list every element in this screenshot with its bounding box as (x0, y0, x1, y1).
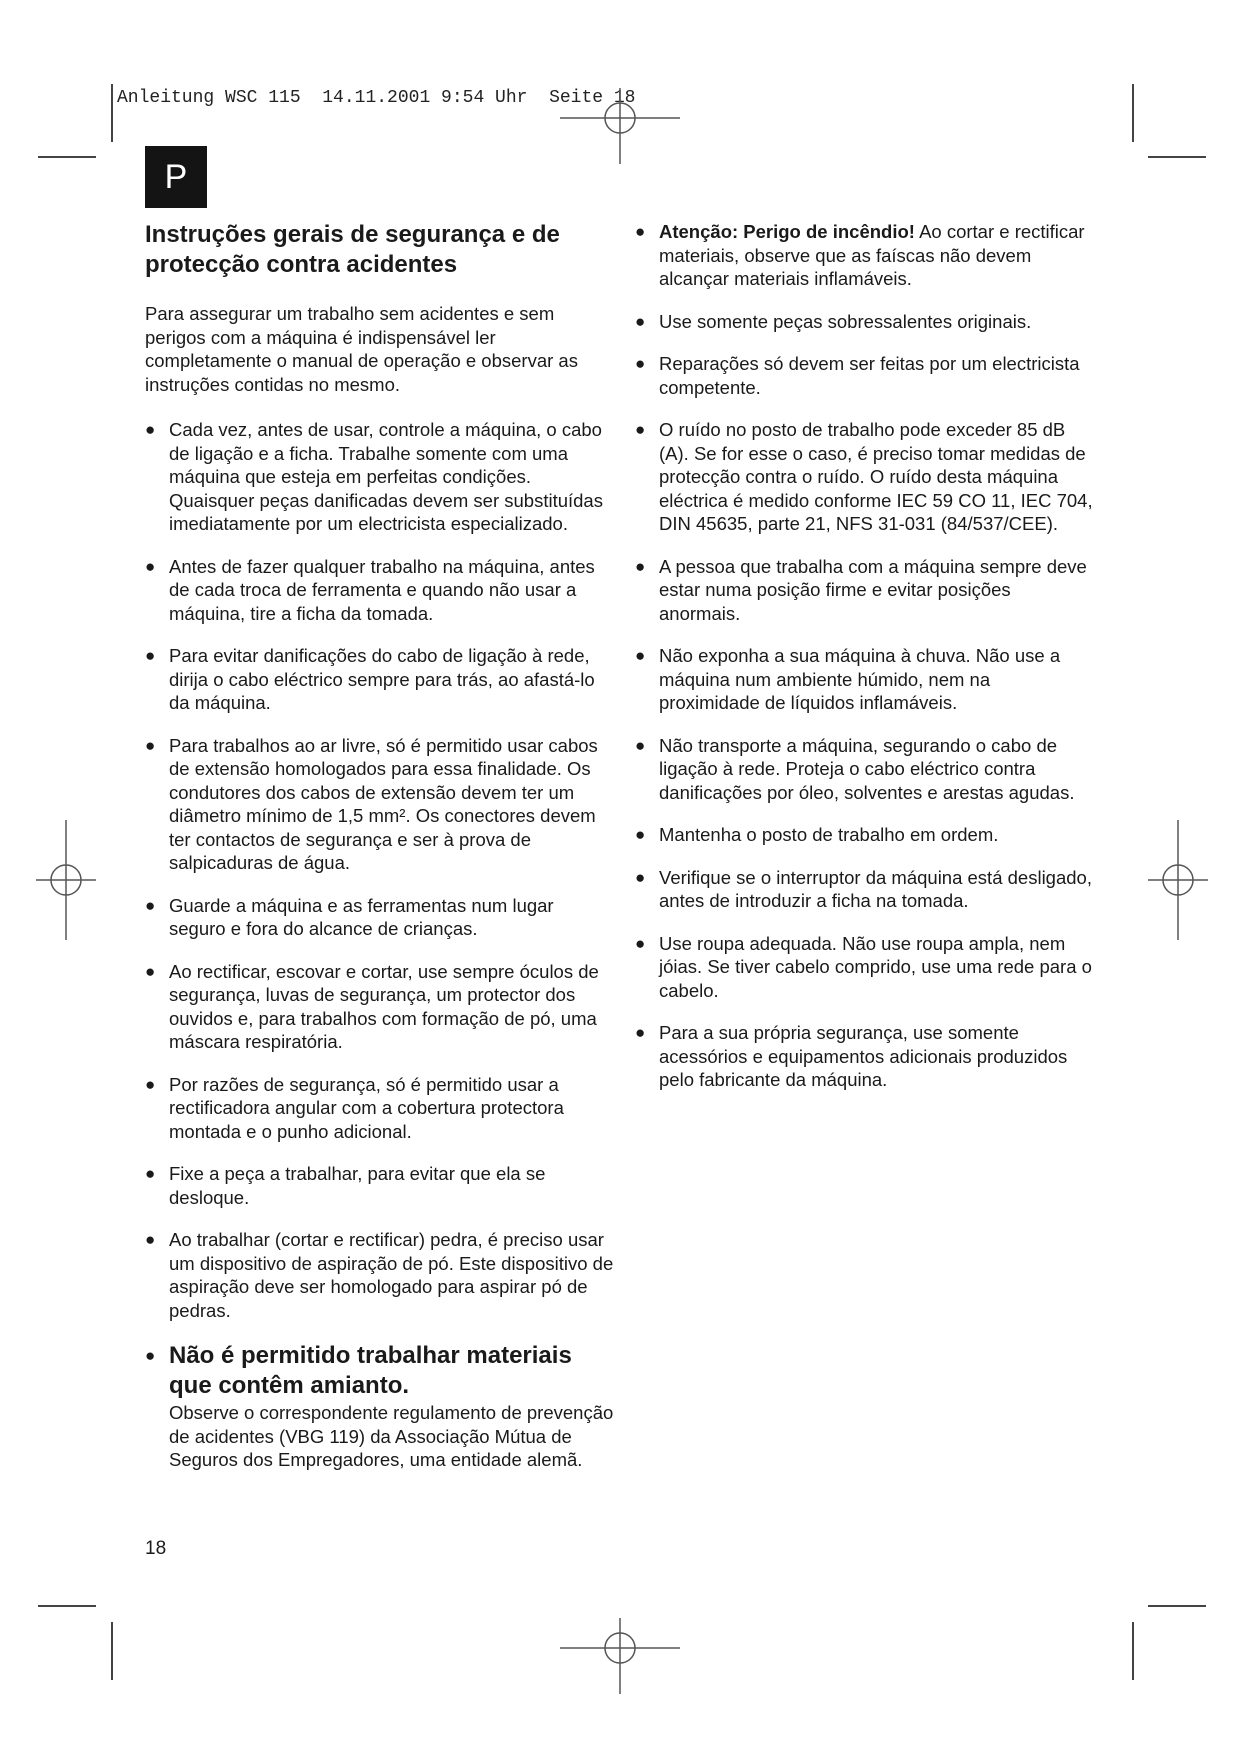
list-item (635, 644, 1095, 715)
registration-mark-icon (36, 820, 96, 940)
list-item-text: Para a sua própria segurança, use somente acessórios e equipamentos adicionais produzidos pelo fabricante da máquina. (659, 1022, 1068, 1090)
asbestos-text: Observe o correspondente regulamento de prevenção de acidentes (VBG 119) da Associação Mútua de Seguros dos Empregadores, uma entidade alemã. (169, 1402, 614, 1470)
bullet-icon: ● (145, 1074, 156, 1094)
right-column (635, 220, 1095, 1111)
list-item-text: Para trabalhos ao ar livre, só é permitido usar cabos de extensão homologados para essa finalidade. Os condutores dos cabos de extensão devem ter um diâmetro mínimo de 1,5 mm². Os conectores devem ter contactos de segurança e ser à prova de salpicaduras de água. (169, 734, 598, 873)
crop-mark (111, 84, 113, 142)
bullet-icon: ● (145, 1346, 156, 1365)
asbestos-heading: Não é permitido trabalhar materiais que contêm amianto. (169, 1342, 572, 1399)
bullet-icon: ● (145, 1164, 156, 1183)
list-item (145, 1162, 615, 1209)
bullet-icon: ● (145, 420, 156, 439)
registration-mark-icon (1148, 820, 1208, 940)
list-item-text: Não transporte a máquina, segurando o cabo de ligação à rede. Proteja o cabo eléctrico contra danificações por óleo, solventes e arestas agudas. (659, 734, 1075, 803)
page-number: 18 (145, 1538, 167, 1559)
bullet-icon: ● (635, 933, 646, 953)
crop-mark (38, 1605, 96, 1607)
language-marker: P (145, 146, 207, 208)
list-item (145, 555, 615, 626)
list-item (635, 734, 1095, 805)
registration-mark-icon (560, 88, 680, 164)
list-item-text: Por razões de segurança, só é permitido usar a rectificadora angular com a cobertura protectora montada e o punho adicional. (169, 1073, 564, 1142)
page-title: Instruções gerais de segurança e de protecção contra acidentes (145, 221, 560, 278)
list-item (635, 310, 1095, 334)
bullet-icon: ● (145, 556, 156, 576)
list-item-text: Mantenha o posto de trabalho em ordem. (659, 824, 999, 845)
list-item-text: O ruído no posto de trabalho pode exceder 85 dB (A). Se for esse o caso, é preciso tomar medidas de protecção contra o ruído. O ruído desta máquina eléctrica é medido conforme IEC 59 CO 11, IEC 704, DIN 45635, parte 21, NFS 31-031 (84/537/CEE). (659, 419, 1093, 534)
list-item (145, 1228, 615, 1322)
bullet-icon: ● (635, 1023, 646, 1042)
list-item (145, 960, 615, 1054)
bullet-icon: ● (635, 825, 646, 844)
list-item (635, 932, 1095, 1003)
crop-mark (111, 1622, 113, 1680)
list-item-text: Ao rectificar, escovar e cortar, use sempre óculos de segurança, luvas de segurança, um protector dos ouvidos e, para trabalhos com formação de pó, uma máscara respiratória. (169, 960, 599, 1052)
bullet-icon: ● (635, 420, 646, 439)
bullet-icon: ● (145, 895, 156, 915)
asbestos-warning (145, 1341, 615, 1472)
bullet-icon: ● (635, 222, 646, 241)
bullet-icon: ● (145, 1230, 156, 1249)
list-item-text: Use somente peças sobressalentes originais. (659, 310, 1032, 332)
bullet-icon: ● (635, 735, 646, 755)
list-item (635, 220, 1095, 291)
list-item (145, 418, 615, 536)
list-item-text: Ao trabalhar (cortar e rectificar) pedra, é preciso usar um dispositivo de aspiração de pó. Este dispositivo de aspiração deve ser homologado para aspirar pó de pedras. (169, 1229, 614, 1321)
list-item (635, 823, 1095, 847)
list-item (635, 418, 1095, 536)
list-item (635, 866, 1095, 913)
left-column (145, 220, 615, 1472)
list-item-text: Reparações só devem ser feitas por um electricista competente. (659, 353, 1080, 398)
list-item-text: Para evitar danificações do cabo de ligação à rede, dirija o cabo eléctrico sempre para trás, ao afastá-lo da máquina. (169, 645, 595, 713)
list-item (635, 555, 1095, 626)
crop-mark (1132, 84, 1134, 142)
bullet-icon: ● (145, 735, 156, 755)
list-item-text: Ao cortar e rectificar materiais, observe que as faíscas não devem alcançar materiais inflamáveis. (659, 221, 1085, 289)
list-item-text: Verifique se o interruptor da máquina está desligado, antes de introduzir a ficha na tomada. (659, 866, 1092, 911)
bullet-icon: ● (145, 961, 156, 981)
list-item-text: Use roupa adequada. Não use roupa ampla, nem jóias. Se tiver cabelo comprido, use uma rede para o cabelo. (659, 932, 1092, 1001)
print-slug: Anleitung WSC 115 14.11.2001 9:54 Uhr Seite 18 (117, 88, 636, 108)
registration-mark-icon (560, 1618, 680, 1694)
list-item (145, 734, 615, 875)
list-item (635, 1021, 1095, 1092)
list-item (145, 894, 615, 941)
bullet-icon: ● (635, 556, 646, 576)
crop-mark (38, 156, 96, 158)
crop-mark (1148, 156, 1206, 158)
list-item (145, 1073, 615, 1144)
bullet-icon: ● (635, 867, 646, 887)
bullet-icon: ● (145, 646, 156, 665)
intro-paragraph: Para assegurar um trabalho sem acidentes e sem perigos com a máquina é indispensável ler completamente o manual de operação e observar as instruções contidas no mesmo. (145, 303, 578, 395)
list-item (635, 352, 1095, 399)
crop-mark (1132, 1622, 1134, 1680)
fire-warning-lead: Atenção: Perigo de incêndio! (659, 221, 915, 242)
list-item (145, 644, 615, 715)
crop-mark (1148, 1605, 1206, 1607)
list-item-text: Antes de fazer qualquer trabalho na máquina, antes de cada troca de ferramenta e quando não usar a máquina, tire a ficha da tomada. (169, 555, 595, 624)
bullet-icon: ● (635, 354, 646, 373)
list-item-text: Fixe a peça a trabalhar, para evitar que ela se desloque. (169, 1163, 546, 1208)
list-item-text: Não exponha a sua máquina à chuva. Não use a máquina num ambiente húmido, nem na proximidade de líquidos inflamáveis. (659, 645, 1061, 713)
list-item-text: Guarde a máquina e as ferramentas num lugar seguro e fora do alcance de crianças. (169, 894, 554, 939)
list-item-text: Cada vez, antes de usar, controle a máquina, o cabo de ligação e a ficha. Trabalhe somente com uma máquina que esteja em perfeitas condições. Quaisquer peças danificadas devem ser substituídas imediatamente por um electricista especializado. (169, 419, 603, 534)
list-item-text: A pessoa que trabalha com a máquina sempre deve estar numa posição firme e evitar posições anormais. (659, 555, 1087, 624)
bullet-icon: ● (635, 311, 646, 331)
bullet-icon: ● (635, 646, 646, 665)
